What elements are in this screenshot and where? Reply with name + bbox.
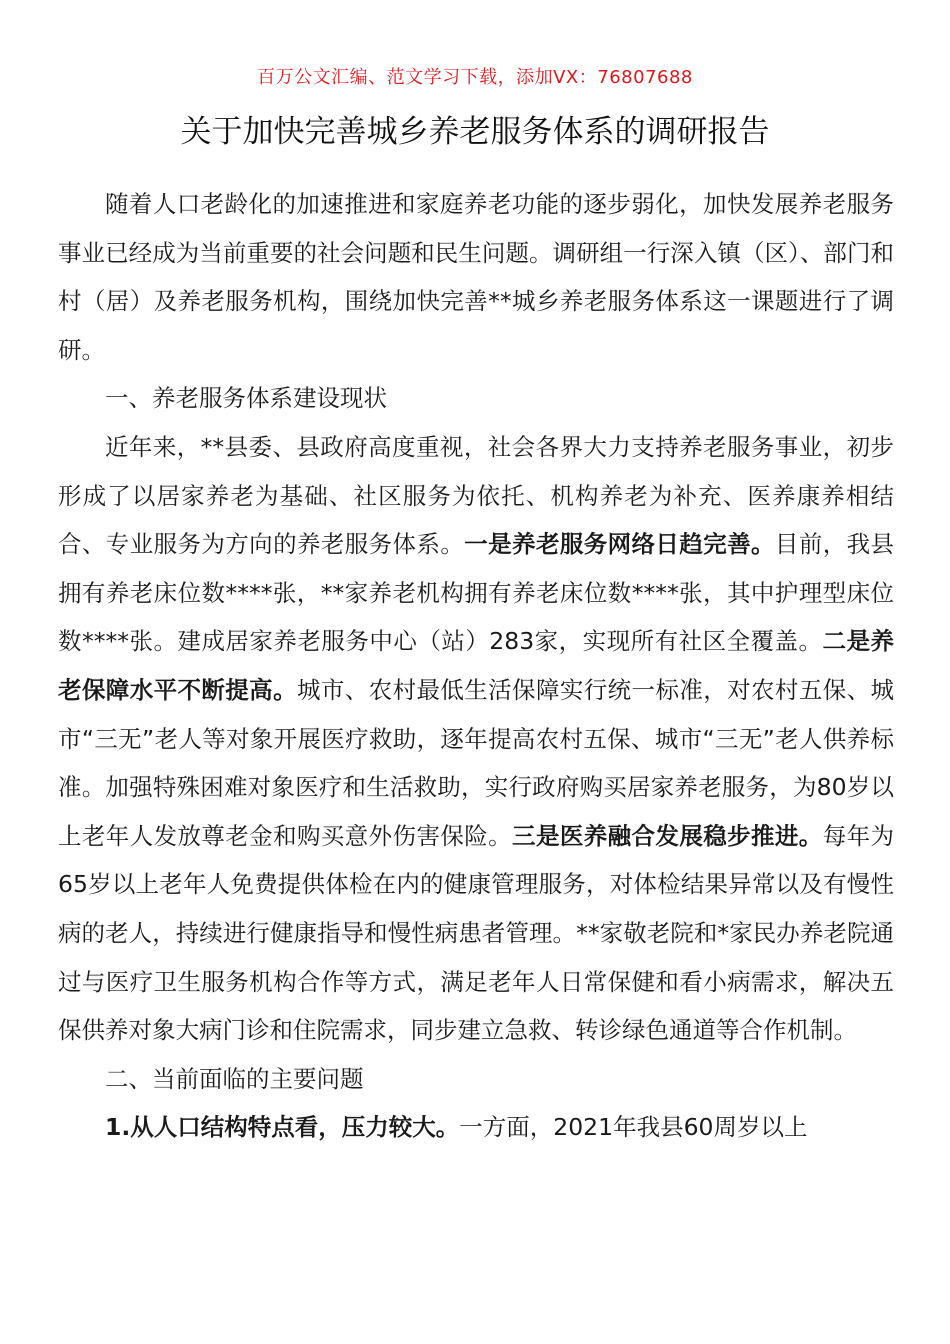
header-note: 百万公文汇编、范文学习下载，添加VX：76807688 [257,67,693,88]
point3-title: 三是医养融合发展稳步推进。 [512,821,823,850]
document-body [58,180,894,1152]
section1-lead: 近年来，**县委、县政府高度重视，社会各界大力支持养老服务事业，初步形成了以居家养老为基础、社区服务为依托、机构养老为补充、医养康养相结合、专业服务为方向的养老服务体系。 [58,432,894,559]
point1-text: 目前，我县拥有养老床位数****张，**家养老机构拥有养老床位数****张，其中护理型床位数****张。建成居家养老服务中心（站）283家，实现所有社区全覆盖。 [58,530,895,656]
point2-text: 城市、农村最低生活保障实行统一标准，对农村五保、城市“三无”老人等对象开展医疗救助，逐年提高农村五保、城市“三无”老人供养标准。加强特殊困难对象医疗和生活救助，实行政府购买居家养老服务，为80岁以上老年人发放尊老金和购买意外伤害保险。 [58,675,895,850]
point2-title: 二是养老保障水平不断提高。 [58,627,895,704]
section2-heading: 二、当前面临的主要问题 [105,1064,364,1093]
section2-paragraph [58,1103,894,1152]
point1-title: 一是养老服务网络日趋完善。 [464,530,775,559]
section1-paragraph [58,423,894,1055]
section2-point1-text: 一方面，2021年我县60周岁以上 [459,1113,808,1142]
section2-point1-title: 1.从人口结构特点看，压力较大。 [105,1113,460,1142]
point3-text: 每年为65岁以上老年人免费提供体检在内的健康管理服务，对体检结果异常以及有慢性病的老人，持续进行健康指导和慢性病患者管理。**家敬老院和*家民办养老院通过与医疗卫生服务机构合作等方式，满足老年人日常保健和看小病需求，解决五保供养对象大病门诊和住院需求，同步建立急救、转诊绿色通道等合作机制。 [58,821,895,1045]
section1-heading: 一、养老服务体系建设现状 [105,384,387,413]
document-title: 关于加快完善城乡养老服务体系的调研报告 [180,114,770,150]
intro-paragraph: 随着人口老龄化的加速推进和家庭养老功能的逐步弱化，加快发展养老服务事业已经成为当前重要的社会问题和民生问题。调研组一行深入镇（区）、部门和村（居）及养老服务机构，围绕加快完善**城乡养老服务体系这一课题进行了调研。 [58,190,894,364]
